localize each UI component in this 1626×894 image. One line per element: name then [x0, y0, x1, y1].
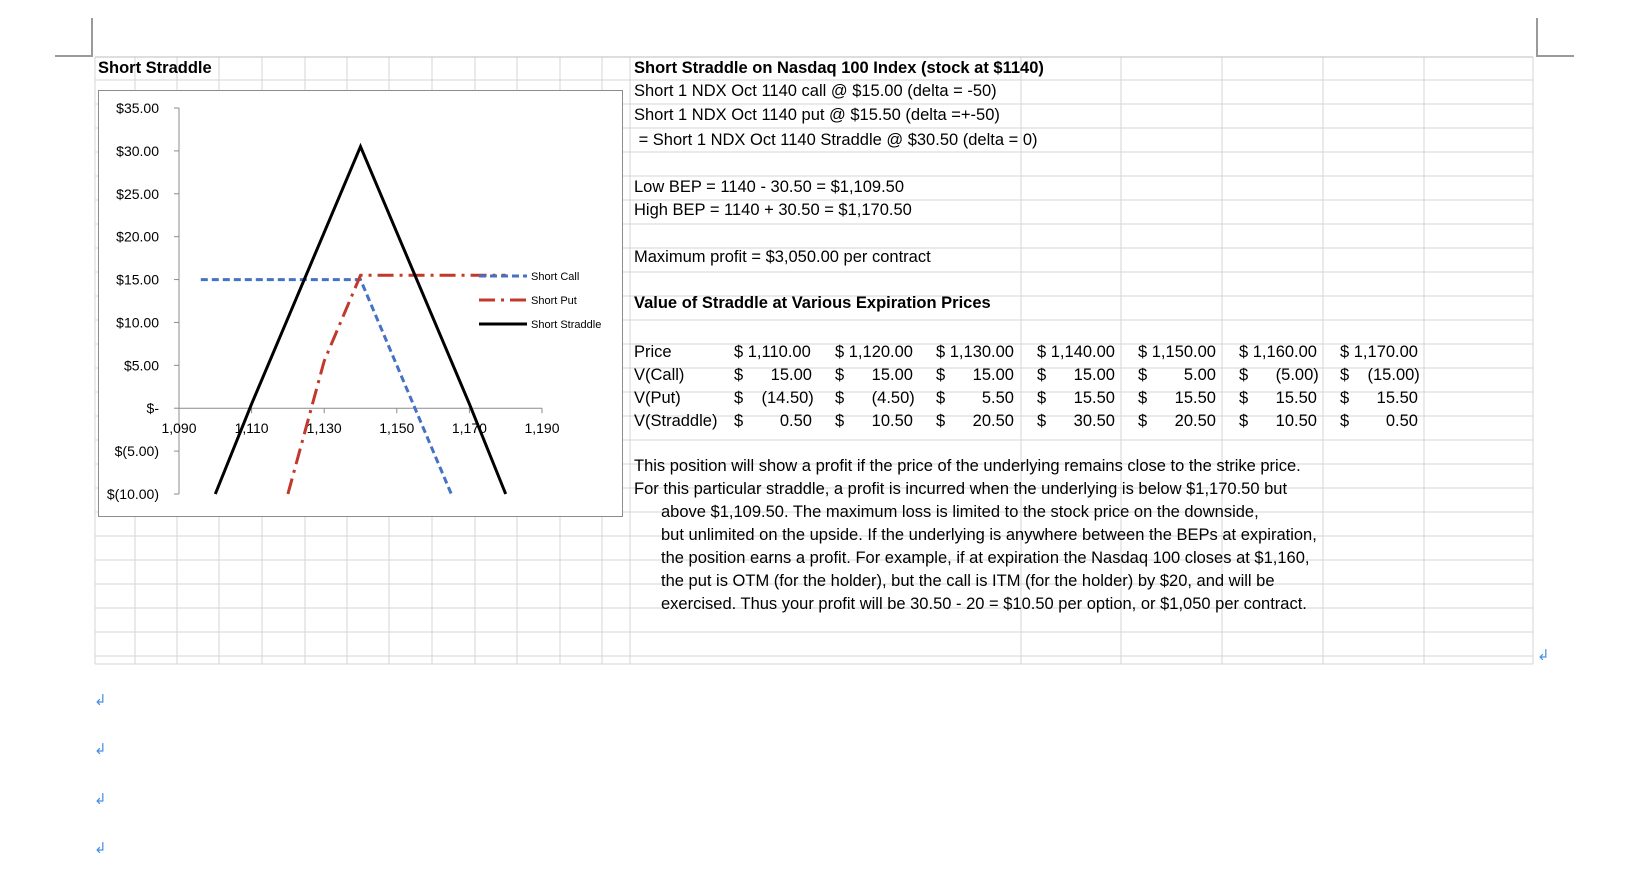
series-line-short-put [288, 275, 506, 494]
paragraph-mark-icon: ↲ [1537, 647, 1550, 664]
table-cell: $ (15.00) [1340, 366, 1420, 384]
table-cell: $ 1,150.00 [1138, 343, 1216, 361]
table-row-label: Price [634, 343, 672, 361]
paragraph-mark-icon: ↲ [94, 840, 107, 857]
y-tick-label: $5.00 [123, 357, 159, 374]
table-cell: $ 20.50 [1138, 412, 1216, 430]
table-cell: $ 15.50 [1138, 389, 1216, 407]
table-cell: $ 1,160.00 [1239, 343, 1317, 361]
y-tick-label: $15.00 [116, 271, 159, 288]
table-cell: $ 10.50 [835, 412, 913, 430]
x-tick-label: 1,170 [451, 420, 487, 437]
y-tick-label: $35.00 [116, 100, 159, 116]
table-row-label: V(Put) [634, 389, 681, 407]
table-cell: $ 10.50 [1239, 412, 1317, 430]
table-cell: $ 15.00 [734, 366, 812, 384]
x-tick-label: 1,090 [161, 420, 197, 437]
explanation-line-3: above $1,109.50. The maximum loss is limited to the stock price on the downside, [661, 503, 1259, 521]
legend-label: Short Straddle [531, 319, 602, 331]
short-straddle-chart [98, 90, 623, 517]
y-tick-label: $25.00 [116, 185, 159, 202]
table-cell: $ 15.50 [1239, 389, 1317, 407]
explanation-line-7: exercised. Thus your profit will be 30.50 - 20 = $10.50 per option, or $1,050 per contract. [661, 595, 1307, 613]
explanation-line-6: the put is OTM (for the holder), but the call is ITM (for the holder) by $20, and will be [661, 572, 1275, 590]
table-row-label: V(Call) [634, 366, 685, 384]
x-tick-label: 1,190 [524, 420, 560, 437]
y-tick-label: $(5.00) [114, 443, 159, 460]
table-cell: $ (5.00) [1239, 366, 1319, 384]
explanation-line-5: the position earns a profit. For example, if at expiration the Nasdaq 100 closes at $1,160, [661, 549, 1310, 567]
y-tick-label: $- [146, 400, 159, 417]
maximum-profit: Maximum profit = $3,050.00 per contract [634, 248, 931, 266]
table-row-label: V(Straddle) [634, 412, 718, 430]
y-tick-label: $20.00 [116, 228, 159, 245]
table-cell: $ 0.50 [734, 412, 812, 430]
y-tick-label: $10.00 [116, 314, 159, 331]
chart-sheet-title: Short Straddle [98, 59, 212, 77]
explanation-line-1: This position will show a profit if the price of the underlying remains close to the strike price. [634, 457, 1301, 475]
table-cell: $ 15.50 [1340, 389, 1418, 407]
table-cell: $ 1,130.00 [936, 343, 1014, 361]
chart-plot [99, 91, 624, 518]
table-cell: $ 1,120.00 [835, 343, 913, 361]
table-cell: $ 15.00 [936, 366, 1014, 384]
table-cell: $ 5.00 [1138, 366, 1216, 384]
straddle-line: = Short 1 NDX Oct 1140 Straddle @ $30.50 (delta = 0) [634, 131, 1038, 149]
x-tick-label: 1,130 [306, 420, 342, 437]
table-cell: $ 5.50 [936, 389, 1014, 407]
low-bep: Low BEP = 1140 - 30.50 = $1,109.50 [634, 178, 905, 196]
series-line-short-straddle [215, 147, 505, 494]
legend-label: Short Call [531, 271, 580, 283]
table-cell: $ 0.50 [1340, 412, 1418, 430]
paragraph-mark-icon: ↲ [94, 791, 107, 808]
table-cell: $ (14.50) [734, 389, 814, 407]
table-cell: $ 30.50 [1037, 412, 1115, 430]
table-cell: $ 1,170.00 [1340, 343, 1418, 361]
paragraph-mark-icon: ↲ [94, 741, 107, 758]
x-tick-label: 1,150 [379, 420, 415, 437]
table-cell: $ 15.50 [1037, 389, 1115, 407]
table-cell: $ 1,110.00 [734, 343, 811, 361]
value-table-heading: Value of Straddle at Various Expiration Prices [634, 294, 991, 312]
table-cell: $ (4.50) [835, 389, 915, 407]
high-bep: High BEP = 1140 + 30.50 = $1,170.50 [634, 201, 912, 219]
short-put-line: Short 1 NDX Oct 1140 put @ $15.50 (delta =+-50) [634, 106, 1000, 124]
x-tick-label: 1,110 [234, 420, 269, 437]
paragraph-mark-icon: ↲ [94, 692, 107, 709]
position-heading: Short Straddle on Nasdaq 100 Index (stock at $1140) [634, 59, 1044, 77]
explanation-line-4: but unlimited on the upside. If the underlying is anywhere between the BEPs at expiration, [661, 526, 1317, 544]
table-cell: $ 1,140.00 [1037, 343, 1115, 361]
y-tick-label: $30.00 [116, 142, 159, 159]
table-cell: $ 15.00 [1037, 366, 1115, 384]
y-tick-label: $(10.00) [106, 486, 159, 502]
legend-label: Short Put [531, 295, 577, 307]
series-line-short-call [201, 280, 451, 494]
table-cell: $ 20.50 [936, 412, 1014, 430]
table-cell: $ 15.00 [835, 366, 913, 384]
short-call-line: Short 1 NDX Oct 1140 call @ $15.00 (delta = -50) [634, 82, 997, 100]
explanation-line-2: For this particular straddle, a profit is incurred when the underlying is below $1,170.50 but [634, 480, 1288, 498]
